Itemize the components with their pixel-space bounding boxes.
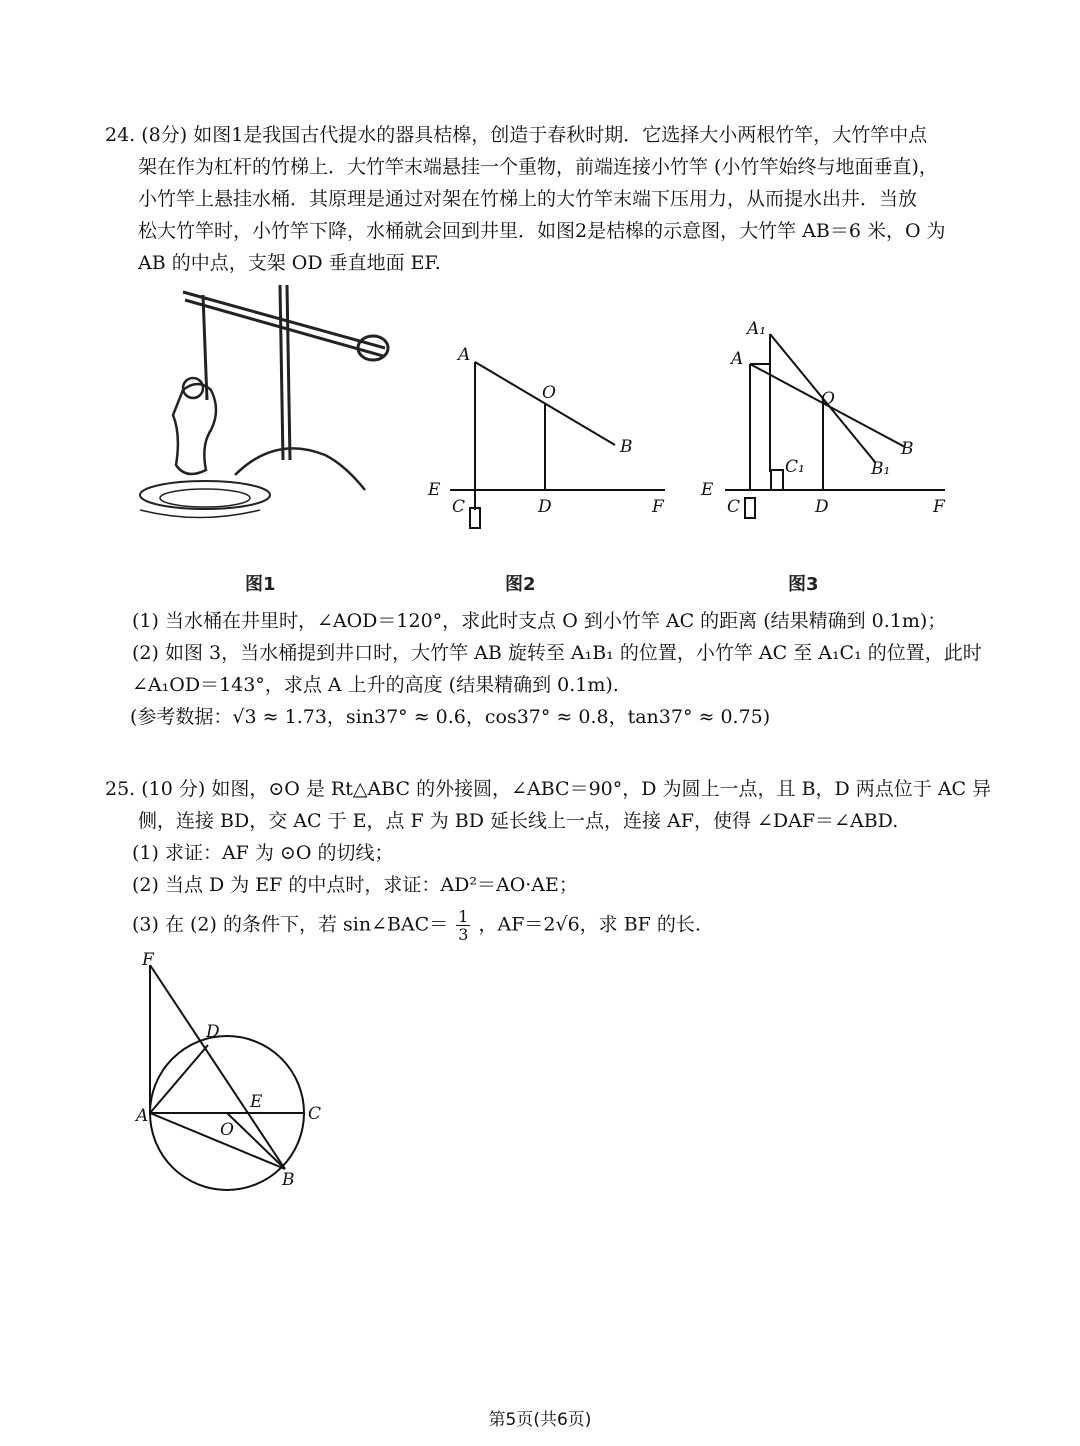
bucket-icon — [745, 498, 755, 518]
q25-line-2: 侧，连接 BD，交 AC 于 E，点 F 为 BD 延长线上一点，连接 AF，使得 ∠DAF＝∠ABD. — [138, 810, 899, 832]
caption-figure-1: 图1 — [245, 574, 276, 595]
q24-sub-2b: ∠A₁OD＝143°，求点 A 上升的高度 (结果精确到 0.1m). — [132, 674, 619, 696]
fig3-label-E: E — [701, 480, 714, 500]
fig2-label-A: A — [458, 345, 471, 365]
q25-label-F: F — [142, 950, 154, 970]
fig2-label-B: B — [620, 437, 633, 457]
fig3-label-B1: B₁ — [871, 459, 891, 479]
fig2-label-D: D — [538, 497, 552, 517]
q24-line-3: 小竹竿上悬挂水桶．其原理是通过对架在竹梯上的大竹竿末端下压用力，从而提水出井．当放 — [138, 188, 918, 210]
q25-sub-1: (1) 求证：AF 为 ⊙O 的切线； — [132, 842, 394, 864]
q24-sub-1: (1) 当水桶在井里时，∠AOD＝120°，求此时支点 O 到小竹竿 AC 的距离 (结果精确到 0.1m)； — [132, 610, 947, 632]
fraction-denominator: 3 — [458, 925, 469, 944]
q25-label-D: D — [206, 1022, 220, 1042]
q25-sub-3-pre: (3) 在 (2) 的条件下，若 sin∠BAC＝ — [132, 913, 449, 936]
page-footer: 第5页(共6页) — [488, 1410, 592, 1430]
fig3-label-A1: A₁ — [747, 319, 767, 339]
q25-label-B: B — [282, 1170, 295, 1190]
fig3-label-C1: C₁ — [785, 457, 805, 477]
fig3-label-D: D — [815, 497, 829, 517]
fraction-numerator: 1 — [458, 907, 469, 926]
q24-sub-2a: (2) 如图 3，当水桶提到井口时，大竹竿 AB 旋转至 A₁B₁ 的位置，小竹竿 AC 至 A₁C₁ 的位置，此时 — [132, 642, 982, 664]
q24-line-4: 松大竹竿时，小竹竿下降，水桶就会回到井里．如图2是桔槔的示意图，大竹竿 AB＝6 米，O 为 — [138, 220, 946, 242]
figure-3-diagram — [695, 312, 960, 542]
bucket-icon — [470, 508, 480, 528]
fig2-label-F: F — [652, 497, 664, 517]
caption-figure-2: 图2 — [505, 574, 536, 595]
q24-reference-data: (参考数据：√3 ≈ 1.73，sin37° ≈ 0.6，cos37° ≈ 0.8，tan37° ≈ 0.75) — [130, 706, 771, 728]
fig3-label-C: C — [727, 497, 741, 517]
q25-label-O: O — [220, 1120, 234, 1140]
q25-sub-3-post: ，AF＝2√6，求 BF 的长. — [478, 913, 701, 936]
q25-sub-2: (2) 当点 D 为 EF 的中点时，求证：AD²＝AO·AE； — [132, 874, 578, 896]
caption-figure-3: 图3 — [788, 574, 819, 595]
fig3-label-A: A — [731, 349, 744, 369]
figure-2-diagram — [420, 330, 680, 540]
figure-q25-circle-diagram — [130, 945, 340, 1195]
figure-1-shadoof-illustration — [135, 280, 400, 530]
q25-line-1: 25. (10 分) 如图，⊙O 是 Rt△ABC 的外接圆，∠ABC＝90°，D 为圆上一点，且 B，D 两点位于 AC 异 — [105, 778, 992, 800]
q25-label-E: E — [250, 1092, 263, 1112]
fig2-label-E: E — [428, 480, 441, 500]
q25-label-A: A — [136, 1106, 149, 1126]
fig3-label-F: F — [933, 497, 945, 517]
q25-label-C: C — [308, 1104, 322, 1124]
fig2-label-C: C — [452, 497, 466, 517]
q24-line-2: 架在作为杠杆的竹梯上．大竹竿末端悬挂一个重物，前端连接小竹竿 (小竹竿始终与地面垂直)， — [138, 156, 938, 178]
q25-sub-3 — [132, 908, 701, 943]
fig2-label-O: O — [542, 383, 556, 403]
fraction — [456, 908, 470, 943]
fig3-label-B: B — [901, 439, 914, 459]
q24-line-5: AB 的中点，支架 OD 垂直地面 EF. — [138, 252, 441, 274]
fig3-label-O: O — [821, 389, 835, 409]
q24-line-1: 24. (8分) 如图1是我国古代提水的器具桔槔，创造于春秋时期．它选择大小两根竹竿，大竹竿中点 — [105, 124, 928, 146]
